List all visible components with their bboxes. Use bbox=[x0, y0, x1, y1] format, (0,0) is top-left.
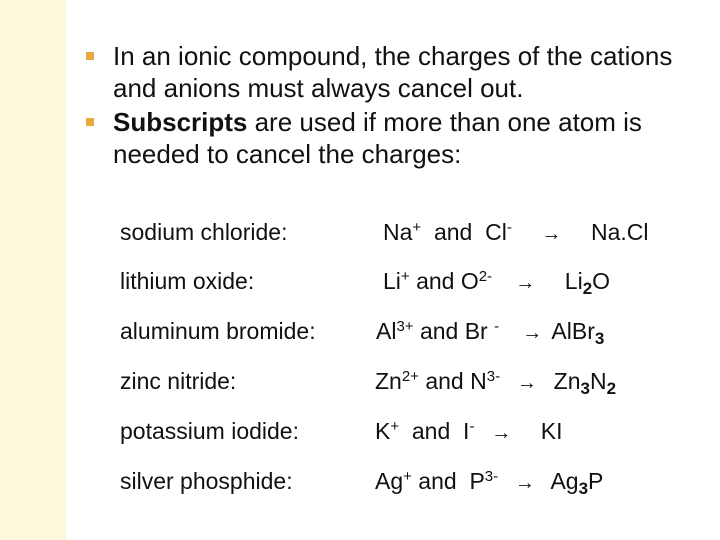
compound-name: silver phosphide: bbox=[120, 468, 293, 494]
right-arrow-icon: → bbox=[491, 422, 512, 444]
joiner: and bbox=[418, 468, 457, 494]
cation: Na bbox=[383, 219, 413, 245]
product-formula: KI bbox=[540, 418, 563, 444]
ionic-equation bbox=[375, 467, 604, 499]
cation-charge: 3+ bbox=[396, 317, 414, 335]
anion: Br bbox=[464, 318, 488, 344]
anion: O bbox=[460, 268, 479, 294]
compound-name: zinc nitride: bbox=[120, 368, 237, 394]
anion: P bbox=[469, 468, 485, 494]
bullet-text bbox=[113, 106, 702, 170]
cation: Zn bbox=[375, 368, 402, 394]
product-part: Ag bbox=[550, 468, 579, 494]
cation-charge: + bbox=[400, 267, 410, 285]
anion: N bbox=[470, 368, 487, 394]
product-part: P bbox=[588, 468, 604, 494]
ionic-equation bbox=[383, 219, 648, 246]
product-part: AlBr bbox=[551, 318, 595, 344]
product-formula bbox=[550, 468, 604, 499]
joiner: and bbox=[411, 418, 451, 444]
bullet-bold-term: Subscripts bbox=[113, 107, 248, 137]
bullet-item bbox=[82, 40, 702, 104]
anion: I bbox=[463, 418, 470, 444]
anion-charge: 2- bbox=[478, 267, 493, 285]
right-arrow-icon: → bbox=[541, 223, 562, 245]
anion: Cl bbox=[485, 219, 507, 245]
product-part: N bbox=[589, 368, 607, 394]
product-subscript: 2 bbox=[606, 379, 617, 399]
joiner: and bbox=[425, 368, 464, 394]
ionic-equation bbox=[375, 367, 617, 399]
cation-charge: + bbox=[412, 218, 422, 236]
compound-name: aluminum bromide: bbox=[120, 318, 316, 344]
joiner: and bbox=[419, 318, 459, 344]
product-formula: Na.Cl bbox=[590, 219, 649, 245]
bullet-list bbox=[82, 40, 702, 172]
cation-charge: 2+ bbox=[401, 367, 419, 385]
cation: K bbox=[375, 418, 391, 444]
product-subscript: 3 bbox=[580, 379, 590, 399]
right-arrow-icon: → bbox=[516, 372, 537, 394]
compound-name: potassium iodide: bbox=[120, 418, 299, 444]
product-formula bbox=[551, 318, 605, 349]
product-part: Li bbox=[564, 268, 583, 294]
square-bullet-icon bbox=[86, 52, 94, 60]
product-subscript: 3 bbox=[578, 479, 589, 499]
compound-name: sodium chloride: bbox=[120, 219, 288, 245]
anion-charge: 3- bbox=[484, 467, 499, 485]
bullet-item bbox=[82, 106, 702, 170]
cation: Al bbox=[376, 318, 397, 344]
left-accent-stripe bbox=[0, 0, 66, 540]
ionic-equation bbox=[376, 317, 605, 349]
anion-charge: - bbox=[506, 218, 512, 236]
joiner: and bbox=[433, 219, 473, 245]
ionic-equation bbox=[375, 418, 563, 445]
bullet-text: In an ionic compound, the charges of the cations and anions must always cancel out. bbox=[113, 41, 673, 103]
compound-name: lithium oxide: bbox=[120, 268, 255, 294]
product-subscript: 2 bbox=[582, 279, 593, 299]
product-subscript: 3 bbox=[594, 329, 605, 349]
anion-charge: - bbox=[469, 417, 475, 435]
cation: Ag bbox=[375, 468, 404, 494]
ionic-equation bbox=[383, 267, 611, 299]
cation-charge: + bbox=[403, 467, 412, 485]
anion-charge: - bbox=[494, 317, 500, 335]
product-formula bbox=[564, 268, 611, 299]
square-bullet-icon bbox=[86, 118, 94, 126]
right-arrow-icon: → bbox=[514, 472, 535, 494]
right-arrow-icon: → bbox=[515, 272, 536, 294]
product-part: O bbox=[592, 268, 611, 294]
product-part: Zn bbox=[553, 368, 581, 394]
product-formula bbox=[553, 368, 617, 399]
anion-charge: 3- bbox=[486, 367, 501, 385]
cation-charge: + bbox=[390, 417, 400, 435]
right-arrow-icon: → bbox=[522, 322, 543, 344]
cation: Li bbox=[383, 268, 401, 294]
joiner: and bbox=[416, 268, 455, 294]
bullet-rest-text: are used if more than one atom is needed to cancel the charges: bbox=[113, 107, 642, 169]
